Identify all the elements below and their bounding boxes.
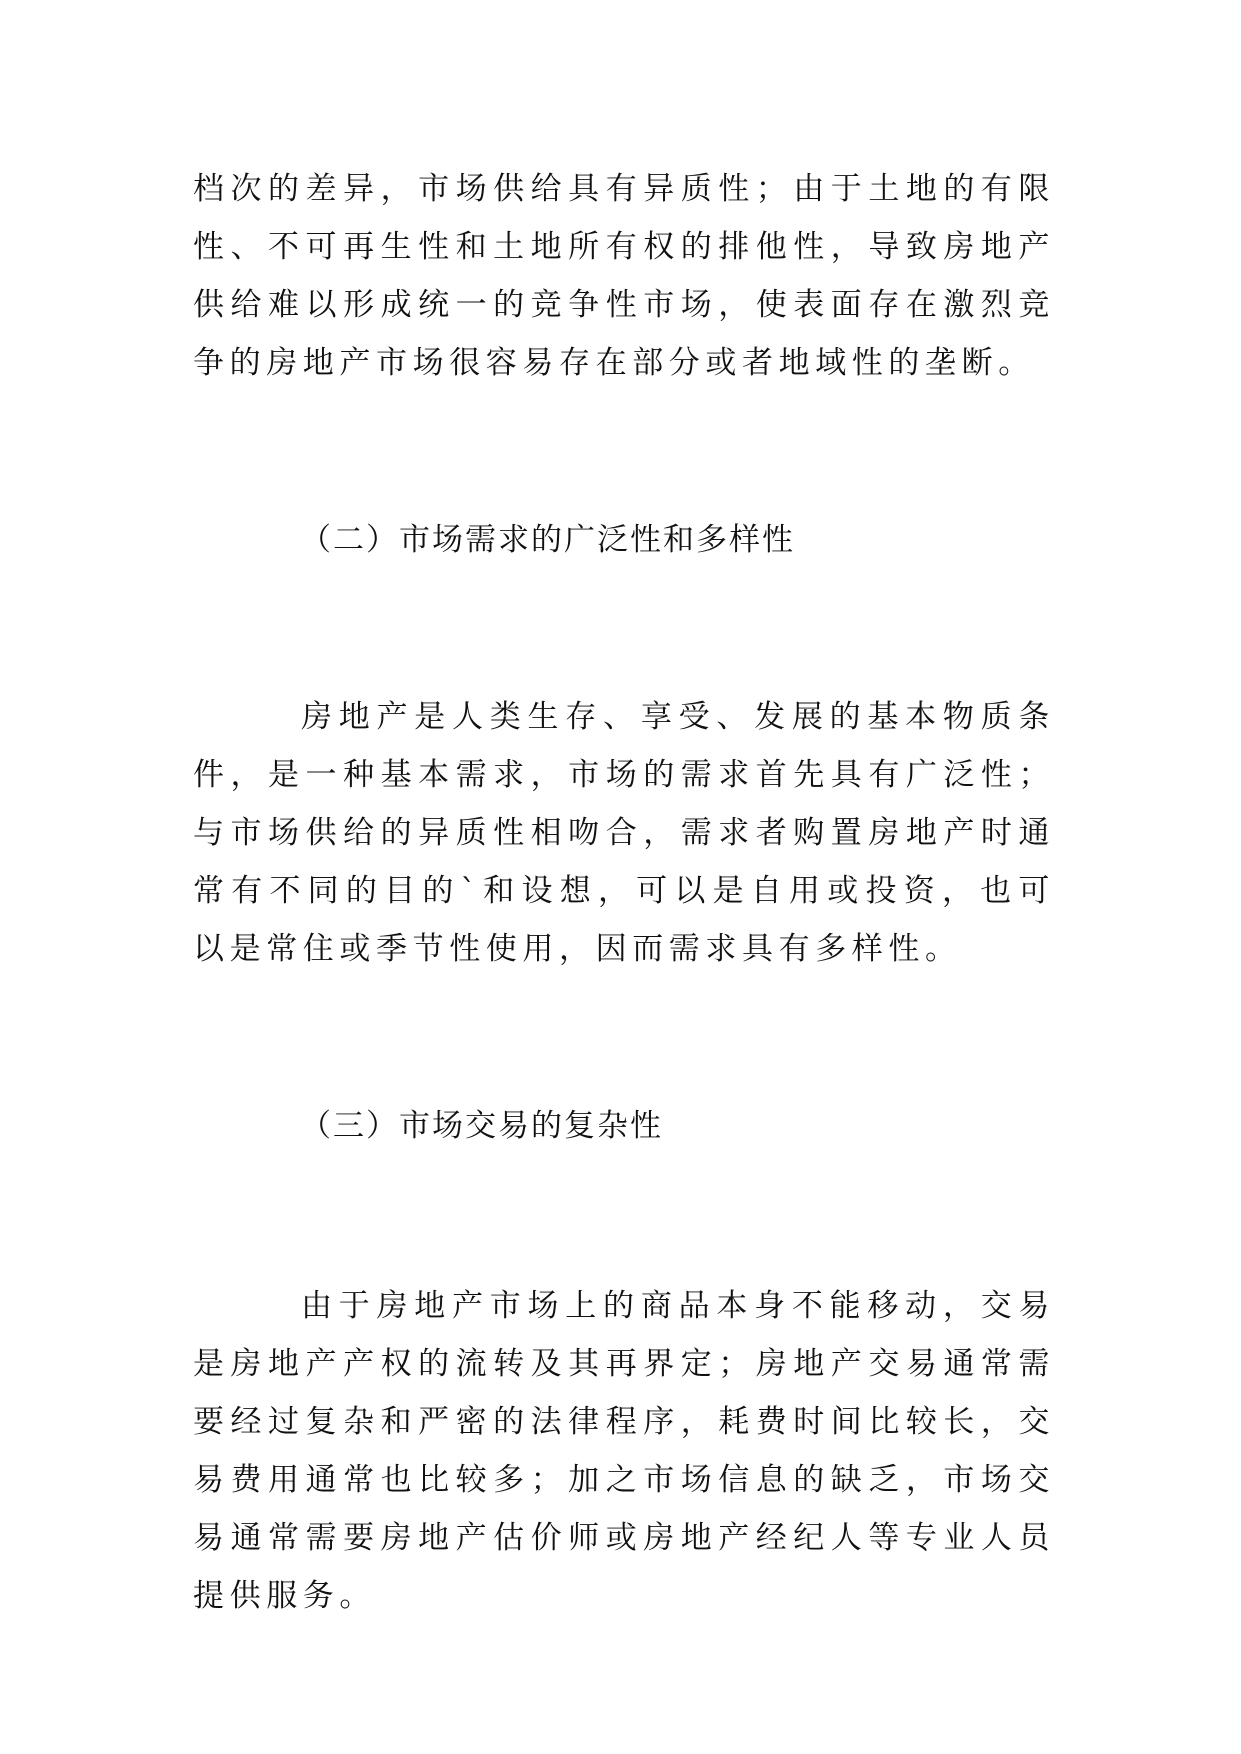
paragraph-transaction-complexity: 由于房地产市场上的商品本身不能移动，交易是房地产产权的流转及其再界定；房地产交易通常需要经过复杂和严密的法律程序，耗费时间比较长，交易费用通常也比较多；加之市场信息的缺乏，市场交易通常需要房地产估价师或房地产经纪人等专业人员提供服务。: [193, 1288, 1055, 1614]
paragraph-demand-diversity: 房地产是人类生存、享受、发展的基本物质条件，是一种基本需求，市场的需求首先具有广泛性；与市场供给的异质性相吻合，需求者购置房地产时通常有不同的目的`和设想，可以是自用或投资，也可以是常住或季节性使用，因而需求具有多样性。: [193, 699, 1055, 967]
section-heading-transaction: （三）市场交易的复杂性: [300, 1108, 663, 1144]
section-heading-demand: （二）市场需求的广泛性和多样性: [300, 522, 795, 558]
paragraph-supply-heterogeneity: 档次的差异，市场供给具有异质性；由于土地的有限性、不可再生性和土地所有权的排他性，导致房地产供给难以形成统一的竞争性市场，使表面存在激烈竞争的房地产市场很容易存在部分或者地域性的垄断。: [193, 171, 1055, 381]
